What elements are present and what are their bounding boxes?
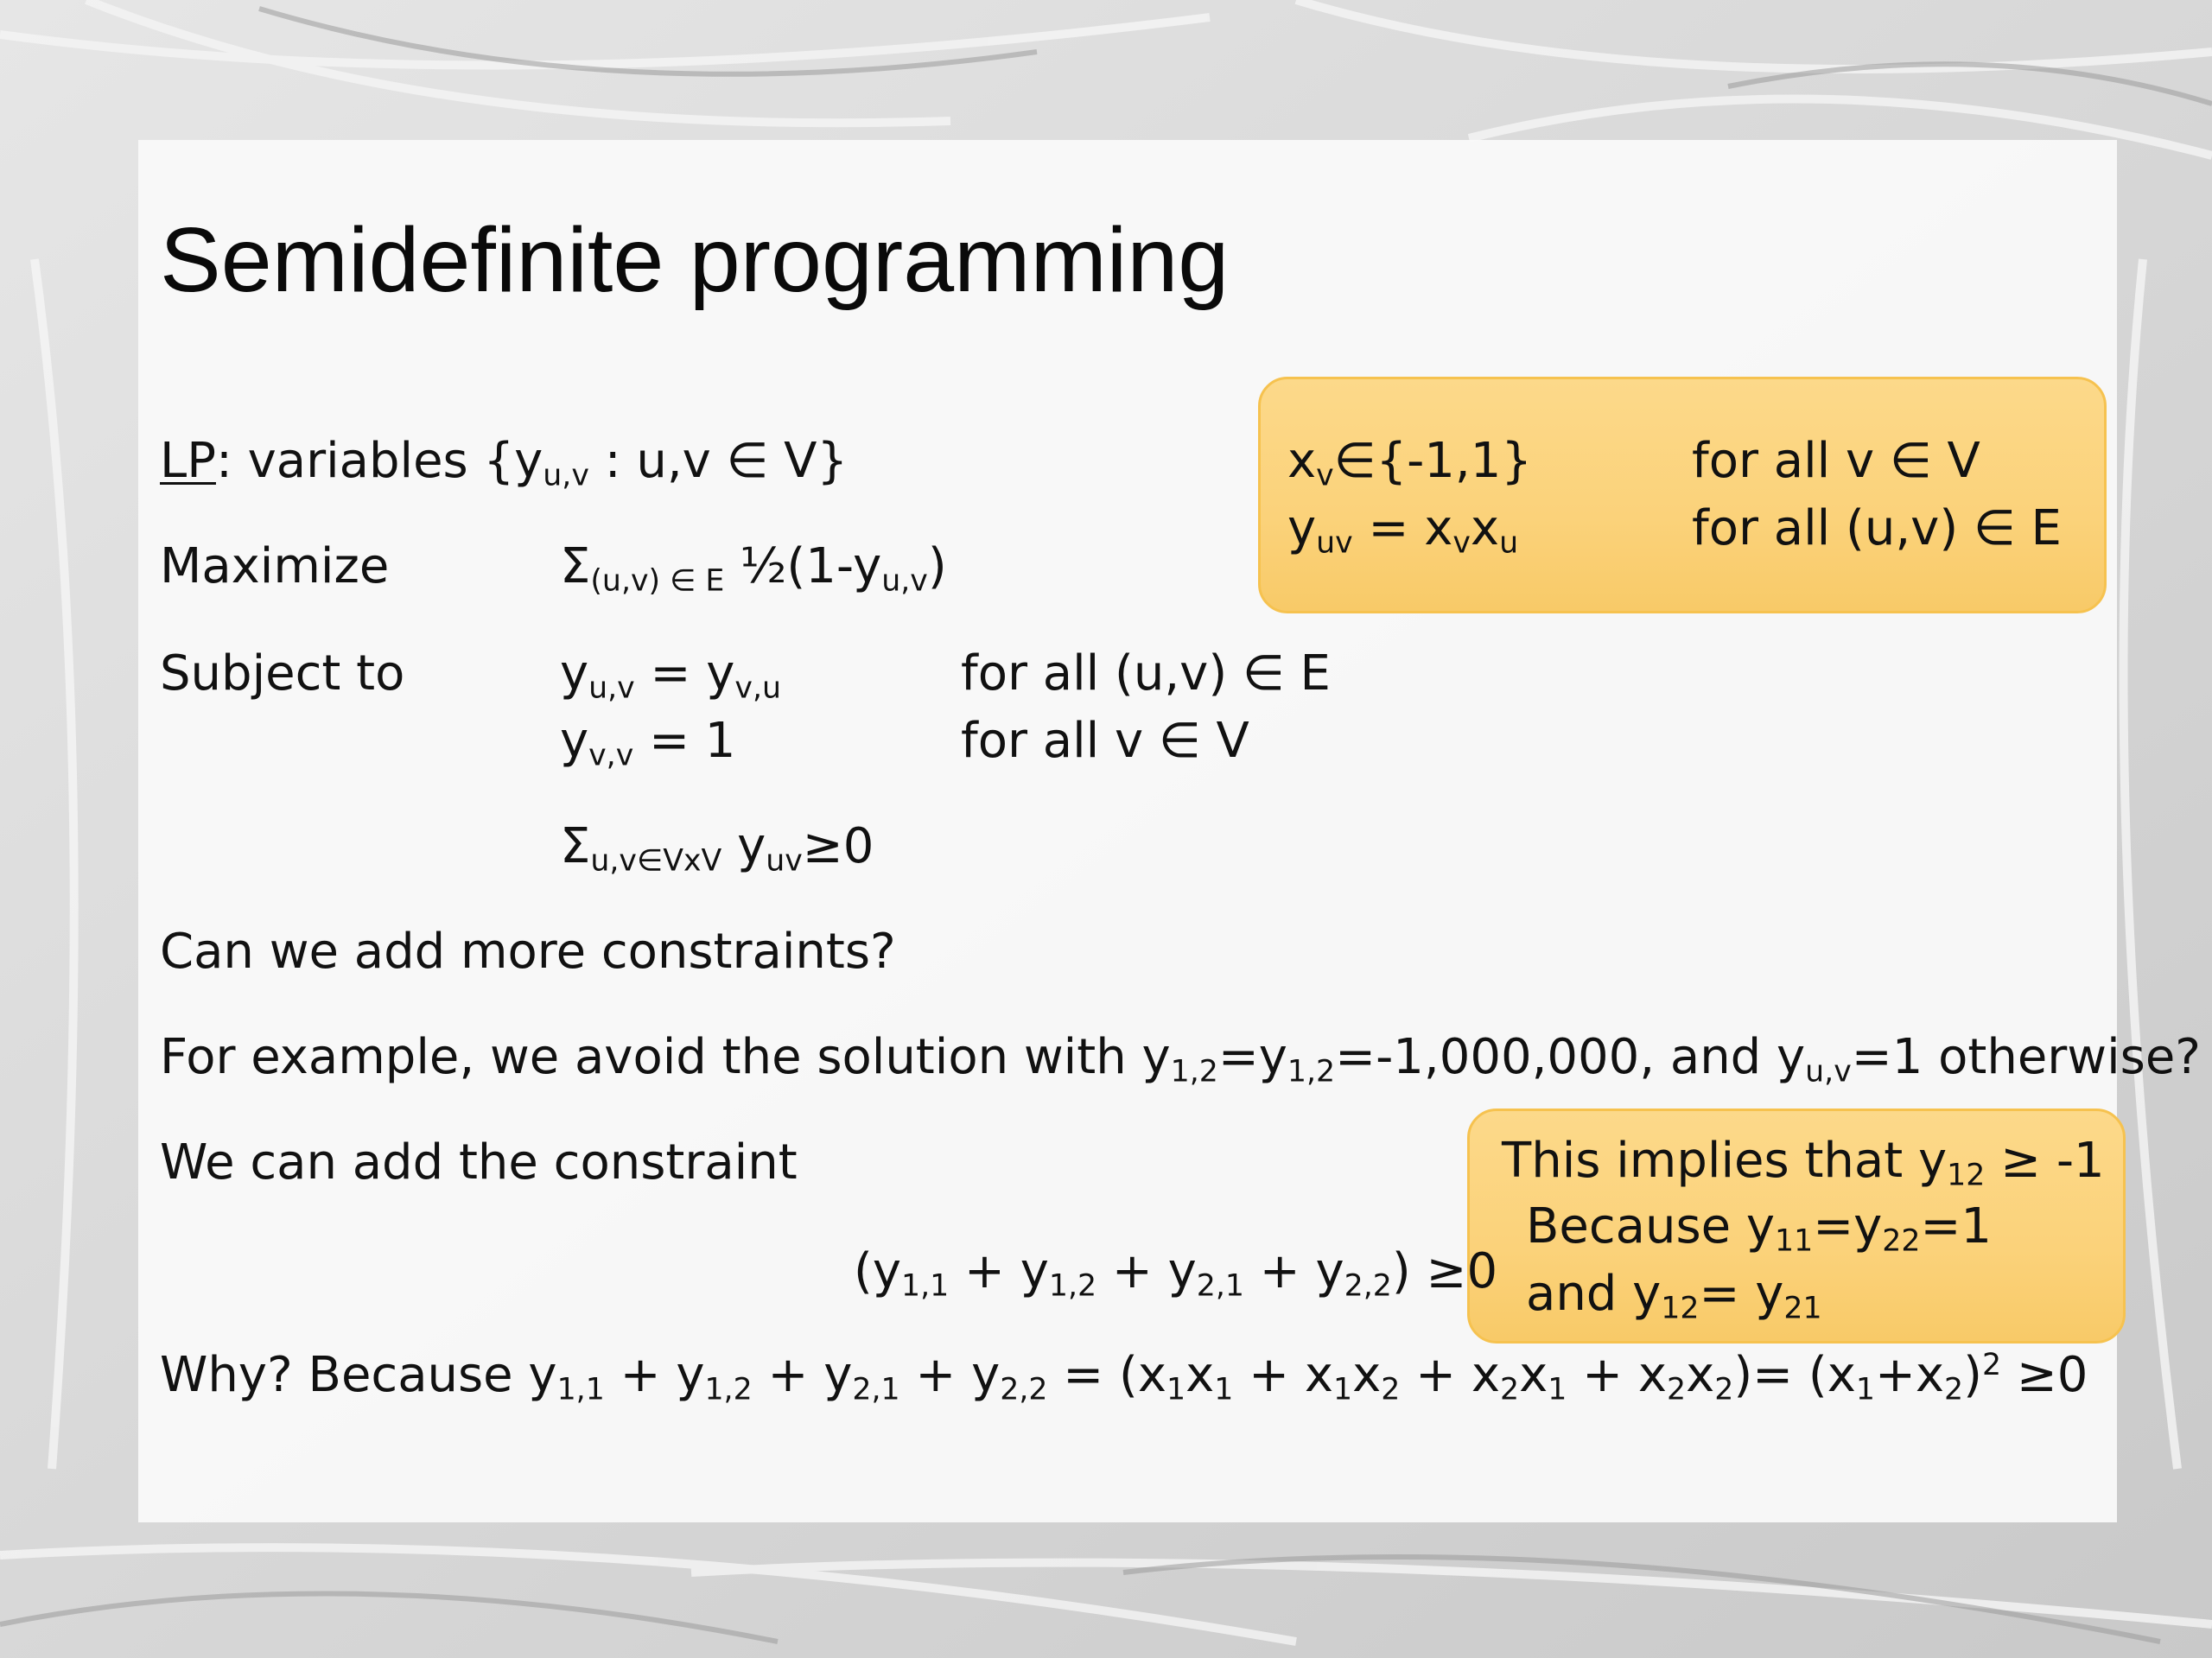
constraint-symmetry-condition: for all (u,v) ∈ E xyxy=(961,645,1331,702)
why-explanation-line: Why? Because $y_{1,1} + y_{1,2} + y_{2,1} + y_{2,2} = (x_1x_1 + x_1x_2 + x_2x_1 + x_2x_2)= (x_1+x_2)^2 \ge 0$ xyxy=(160,1347,2088,1407)
slide-title: Semidefinite programming xyxy=(160,209,1230,311)
new-constraint-inequality: $(y_{1,1} + y_{1,2} + y_{2,1} + y_{2,2}) \ge 0$ xyxy=(854,1243,1498,1304)
objective-expression: $\Sigma_{(u,v) \in E}$ $\frac{1}{2}(1-y_{u,v})$ xyxy=(560,538,947,599)
lp-variables-line: LP: variables {$y_{u,v}$ : u,v ∈ V} xyxy=(160,433,849,493)
callout-product-definition: $y_{uv} = x_vx_u$ xyxy=(1287,500,1519,561)
constraint-diagonal-condition: for all v ∈ V xyxy=(961,713,1249,769)
callout-product-condition: for all (u,v) ∈ E xyxy=(1692,500,2062,556)
question-line: Can we add more constraints? xyxy=(160,924,896,980)
lp-label: LP xyxy=(160,433,216,489)
implication-line-3: and $y_{12}= y_{21}$ xyxy=(1526,1266,1822,1326)
constraint-diagonal: $y_{v,v} = 1$ xyxy=(560,713,736,773)
maximize-label: Maximize xyxy=(160,538,390,594)
constraint-symmetry: $y_{u,v} = y_{v,u}$ xyxy=(560,645,781,706)
constraint-sum: $\Sigma_{u,v\in VxV}$ $y_{uv}\ge 0$ xyxy=(560,818,874,879)
implication-line-2: Because $y_{11}=y_{22}=1$ xyxy=(1526,1198,1993,1259)
implication-line-1: This implies that $y_{12} \ge -1$ xyxy=(1502,1133,2105,1193)
definition-callout xyxy=(1258,377,2107,613)
add-constraint-line: We can add the constraint xyxy=(160,1134,798,1191)
example-line: For example, we avoid the solution with $y_{1,2}=y_{1,2}=-1,000,000$, and $y_{u,v}=1$ otherwise? xyxy=(160,1029,2202,1089)
callout-domain-constraint: $x_v\in\{-1,1\}$ xyxy=(1287,433,1532,493)
callout-domain-condition: for all v ∈ V xyxy=(1692,433,1980,489)
subject-to-label: Subject to xyxy=(160,645,405,702)
